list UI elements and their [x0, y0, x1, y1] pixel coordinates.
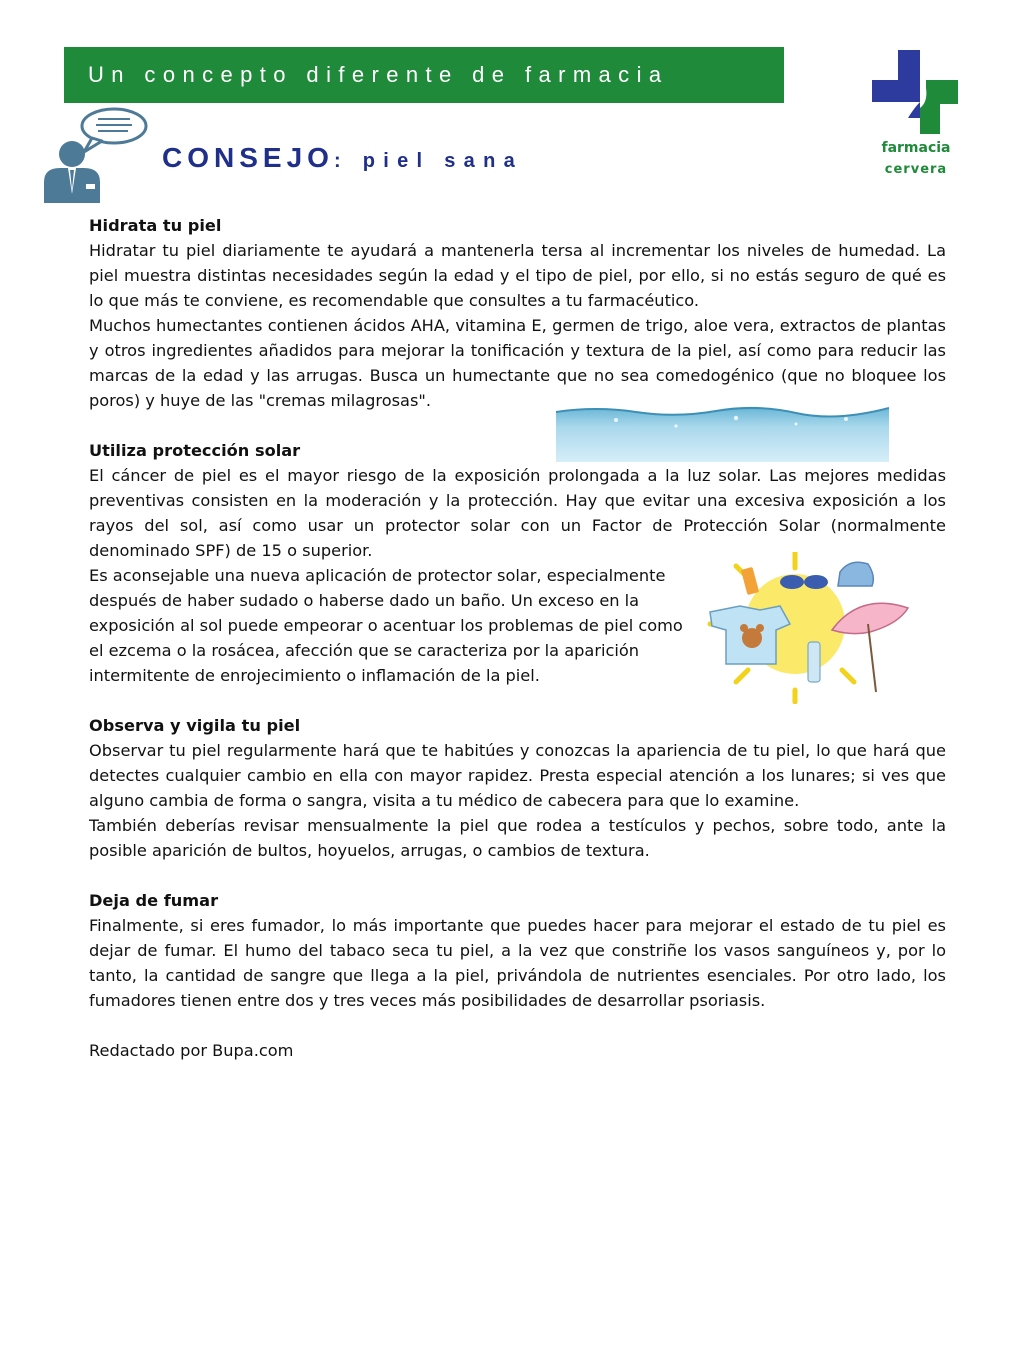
- paragraph: Muchos humectantes contienen ácidos AHA, vitamina E, germen de trigo, aloe vera, extractos de plantas y otros ingredientes añadidos para mejorar la tonificación y textura de la piel, así como para reducir las marcas de la edad y las arrugas. Busca un humectante que no sea comedogénico (que no bloquee los poros) y huye de las "cremas milagrosas".: [89, 316, 946, 410]
- section-title-observa: Observa y vigila tu piel: [89, 716, 301, 735]
- section-title-proteccion-solar: Utiliza protección solar: [89, 441, 301, 460]
- paragraph: El cáncer de piel es el mayor riesgo de la exposición prolongada a la luz solar. Las mejores medidas preventivas consisten en la moderación y la protección. Hay que evitar una excesiva exposición a los rayos del sol, así como usar un protector solar con un Factor de Protección Solar (normalmente denominado SPF) de 15 o superior.: [89, 466, 946, 560]
- logo-text-farmacia: farmacia: [881, 140, 951, 156]
- header-banner: [64, 47, 784, 103]
- paragraph: Finalmente, si eres fumador, lo más importante que puedes hacer para mejorar el estado de tu piel es dejar de fumar. El humo del tabaco seca tu piel, a la vez que constriñe los vasos sanguíneos y, por lo tanto, la cantidad de sangre que llega a la piel, privándola de nutrientes esenciales. Por otro lado, los fumadores tienen entre dos y tres veces más posibilidades de desarrollar psoriasis.: [89, 916, 946, 1010]
- article-body: [89, 213, 946, 1063]
- paragraph: Hidratar tu piel diariamente te ayudará a mantenerla tersa al incrementar los niveles de humedad. La piel muestra distintas necesidades según la edad y el tipo de piel, por ello, si no estás seguro de qué es lo que más te conviene, es recomendable que consultes a tu farmacéutico.: [89, 241, 946, 310]
- pharmacy-cross-icon: [864, 48, 968, 140]
- paragraph: Es aconsejable una nueva aplicación de protector solar, especialmente después de haber sudado o haberse dado un baño. Un exceso en la exposición al sol puede empeorar o acentuar los problemas de piel como el ezcema o la rosácea, afección que se caracteriza por la aparición intermitente de enrojecimiento o inflamación de la piel.: [89, 566, 683, 685]
- page-title: [162, 142, 523, 174]
- pharmacy-logo: [864, 48, 968, 184]
- section-title-hidrata: Hidrata tu piel: [89, 216, 222, 235]
- advisor-icon: [38, 104, 150, 213]
- consejo-label: CONSEJO: [162, 142, 334, 173]
- consejo-topic: : piel sana: [333, 150, 524, 172]
- paragraph: También deberías revisar mensualmente la piel que rodea a testículos y pechos, sobre todo, ante la posible aparición de bultos, hoyuelos, arrugas, o cambios de textura.: [89, 816, 946, 860]
- footer-credit: Redactado por Bupa.com: [89, 1041, 294, 1060]
- banner-text: Un concepto diferente de farmacia: [88, 62, 669, 87]
- section-title-fumar: Deja de fumar: [89, 891, 219, 910]
- logo-text-cervera: cervera: [884, 162, 948, 177]
- paragraph: Observar tu piel regularmente hará que te habitúes y conozcas la apariencia de tu piel, lo que hará que detectes cualquier cambio en ella con mayor rapidez. Presta especial atención a los lunares; si ves que alguno cambia de forma o sangra, visita a tu médico de cabecera para que lo examine.: [89, 741, 946, 810]
